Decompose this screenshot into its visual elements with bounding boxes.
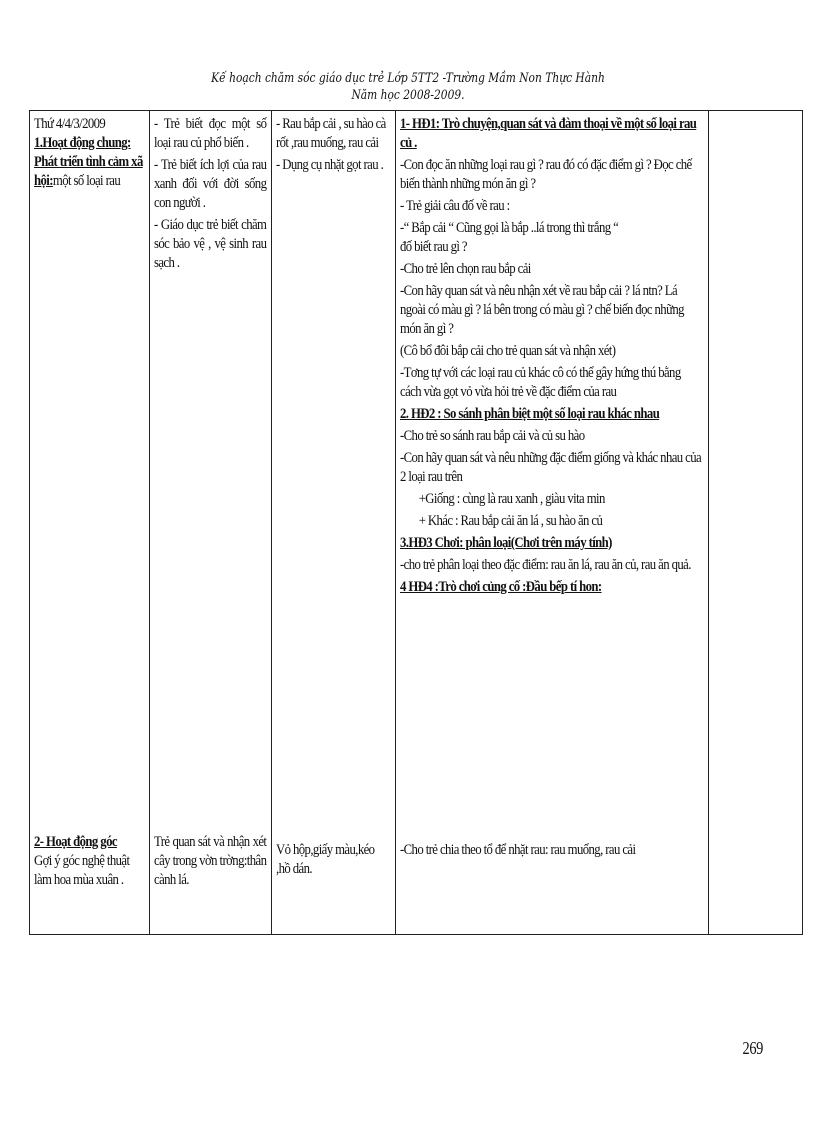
procedure-line: (Cô bổ đôi bắp cải cho trẻ quan sát và nhận xét): [400, 343, 616, 359]
procedure-line: -Con hãy quan sát và nêu những đặc điểm giống và khác nhau của 2 loại rau trên: [400, 450, 702, 485]
page-number: 269: [742, 1038, 763, 1058]
procedure-line: -Cho trẻ so sánh rau bắp cải và củ su hào: [400, 428, 585, 444]
procedure-indent-line: + Khác : Rau bắp cải ăn lá , su hào ăn củ: [418, 513, 603, 529]
procedure-line: đố biết rau gì ?: [400, 239, 467, 255]
activity-subheading: Phát triển tình cảm xã hội:: [34, 154, 143, 189]
date-label: Thứ 4/4/3/2009: [34, 116, 106, 132]
row1-materials-cell: [272, 115, 395, 178]
row1-activity-cell: [30, 115, 149, 191]
procedure-line: -cho trẻ phân loại theo đặc điểm: rau ăn lá, rau ăn củ, rau ăn quả.: [400, 557, 691, 573]
column-procedure: [396, 111, 709, 934]
activity-topic: một số loại rau: [52, 173, 121, 189]
header-title: Kế hoạch chăm sóc giáo dục trẻ Lớp 5TT2 -Trường Mầm Non Thực Hành: [211, 71, 605, 86]
column-objectives: [150, 111, 272, 934]
row2-materials-cell: [272, 841, 395, 882]
objective-item: - Trẻ biết ích lợi của rau xanh đối với đời sống con người .: [154, 157, 267, 211]
hd4-title: 4 HĐ4 :Trò chơi củng cố :Đầu bếp tí hon:: [400, 579, 602, 595]
hd3-title: 3.HĐ3 Chơi: phân loại(Chơi trên máy tính): [400, 535, 612, 551]
column-notes: [709, 111, 802, 934]
row2-objectives-cell: [150, 833, 271, 893]
procedure-indent-line: +Giống : cùng là rau xanh , giàu vita min: [418, 491, 605, 507]
procedure-line: -Cho trẻ lên chọn rau bắp cải: [400, 261, 531, 277]
column-activity: [30, 111, 150, 934]
activity-heading: 1.Hoạt động chung:: [34, 135, 131, 151]
objective-item: Trẻ quan sát và nhận xét cây trong vờn trờng:thân cành lá.: [154, 834, 267, 888]
document-header: [0, 70, 816, 104]
row2-activity-cell: [30, 833, 149, 890]
row1-procedure-cell: [396, 115, 708, 600]
procedure-line: -Con đọc ăn những loại rau gì ? rau đó có đặc điểm gì ? Đọc chế biến thành những món ăn gì ?: [400, 157, 692, 192]
procedure-line: - Trẻ giải câu đố về rau :: [400, 198, 510, 214]
objective-item: - Trẻ biết đọc một số loại rau củ phổ biến .: [154, 116, 267, 151]
corner-activity-text: Gợi ý góc nghệ thuật làm hoa mùa xuân .: [34, 853, 130, 888]
procedure-line: -Con hãy quan sát và nêu nhận xét về rau bắp cải ? lá ntn? Lá ngoài có màu gì ? lá bên trong có màu gì ? chế biến đọc những món ăn gì ?: [400, 283, 684, 337]
material-item: - Dụng cụ nhặt gọt rau .: [276, 157, 384, 173]
lesson-plan-table: [29, 110, 803, 935]
column-materials: [272, 111, 396, 934]
row2-procedure-cell: [396, 841, 708, 863]
hd1-title: 1- HĐ1: Trò chuyện,quan sát và đàm thoại về một số loại rau củ .: [400, 116, 697, 151]
procedure-line: -Tơng tự với các loại rau củ khác cô có thể gây hứng thú bằng cách vừa gọt vỏ vừa hỏi trẻ về đặc điểm của rau: [400, 365, 681, 400]
row1-objectives-cell: [150, 115, 271, 276]
objective-item: - Giáo dục trẻ biết chăm sóc bảo vệ , vệ sinh rau sạch .: [154, 217, 267, 271]
hd2-title: 2. HĐ2 : So sánh phân biệt một số loại rau khác nhau: [400, 406, 660, 422]
material-item: - Rau bắp cải , su hào cà rốt ,rau muống, rau cải: [276, 116, 386, 151]
material-item: Vỏ hộp,giấy màu,kéo ,hồ dán.: [276, 842, 375, 877]
procedure-line: -“ Bắp cải “ Cũng gọi là bắp ..lá trong thì trắng “: [400, 220, 619, 236]
corner-activity-heading: 2- Hoạt động góc: [34, 834, 117, 850]
header-school-year: Năm học 2008-2009.: [351, 88, 465, 103]
procedure-line: -Cho trẻ chia theo tổ để nhặt rau: rau muống, rau cải: [400, 842, 636, 858]
